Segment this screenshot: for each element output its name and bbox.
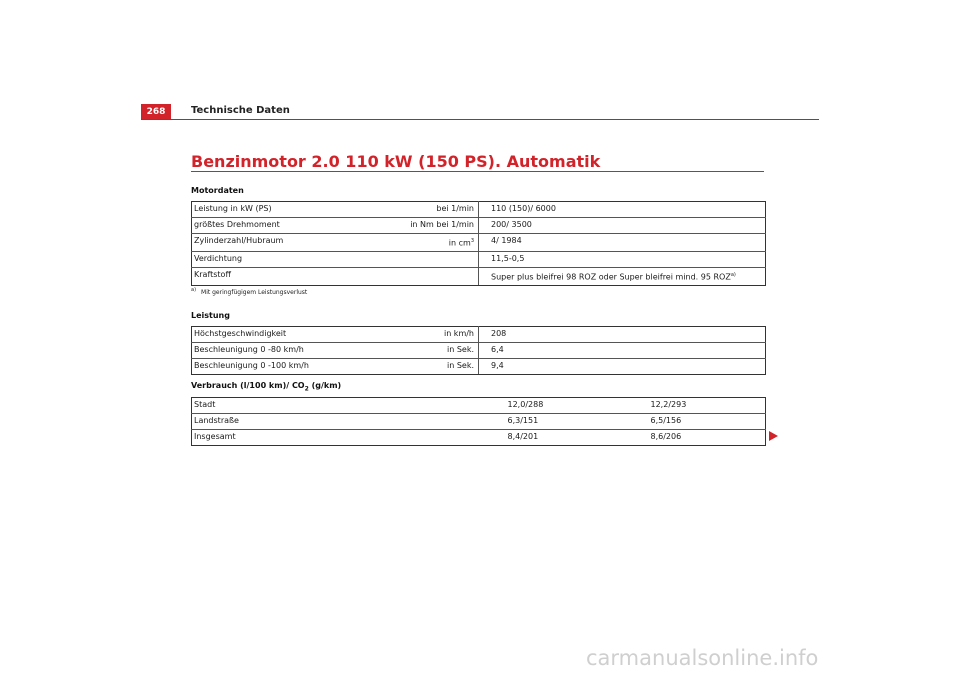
row-unit: in Sek. (344, 359, 479, 375)
row-value-2: 8,6/206 (649, 430, 766, 446)
row-value: 9,4 (479, 359, 766, 375)
table-row (192, 251, 766, 267)
verbrauch-heading: Verbrauch (l/100 km)/ $CO_2$ (g/km) (191, 381, 342, 393)
verbrauch-table (191, 397, 766, 446)
row-value: 4/ 1984 (479, 234, 766, 252)
leistung-table (191, 326, 766, 375)
row-label: Beschleunigung 0 -80 km/h (192, 343, 344, 359)
row-label: Insgesamt (192, 430, 506, 446)
row-value-1: 6,3/151 (506, 414, 649, 430)
table-row (192, 398, 766, 414)
row-unit: in Nm bei 1/min (344, 218, 479, 234)
table-row (192, 343, 766, 359)
row-value: 110 (150)/ 6000 (479, 202, 766, 218)
header-divider (141, 119, 819, 120)
page-number-badge: 268 (141, 104, 171, 119)
row-value: 200/ 3500 (479, 218, 766, 234)
row-unit (344, 267, 479, 285)
table-row (192, 414, 766, 430)
row-label: Kraftstoff (192, 267, 344, 285)
row-value: 208 (479, 327, 766, 343)
row-label: Stadt (192, 398, 506, 414)
row-value-2: 12,2/293 (649, 398, 766, 414)
row-value: 11,5-0,5 (479, 251, 766, 267)
row-label: Höchstgeschwindigkeit (192, 327, 344, 343)
section-title: Technische Daten (191, 105, 290, 116)
table-row (192, 202, 766, 218)
table-row (192, 267, 766, 285)
title-divider (191, 171, 764, 172)
next-page-arrow-icon (769, 431, 778, 441)
row-label: größtes Drehmoment (192, 218, 344, 234)
row-unit: bei 1/min (344, 202, 479, 218)
table-row (192, 218, 766, 234)
table-row (192, 430, 766, 446)
row-unit: in km/h (344, 327, 479, 343)
table-row (192, 327, 766, 343)
row-value: Super plus bleifrei 98 ROZ oder Super bleifrei mind. 95 ROZ$^{a)}$ (479, 267, 766, 285)
motordaten-heading: Motordaten (191, 186, 244, 195)
leistung-heading: Leistung (191, 311, 230, 320)
watermark-text: carmanualsonline.info (586, 646, 819, 670)
row-unit: in Sek. (344, 343, 479, 359)
row-value-2: 6,5/156 (649, 414, 766, 430)
row-label: Zylinderzahl/Hubraum (192, 234, 344, 252)
footnote: $^{a)}$ Mit geringfügigem Leistungsverlust (191, 287, 308, 296)
row-value-1: 8,4/201 (506, 430, 649, 446)
row-label: Verdichtung (192, 251, 344, 267)
row-unit (344, 251, 479, 267)
row-value: 6,4 (479, 343, 766, 359)
row-value-1: 12,0/288 (506, 398, 649, 414)
row-label: Landstraße (192, 414, 506, 430)
table-row (192, 234, 766, 252)
row-label: Leistung in kW (PS) (192, 202, 344, 218)
page-title: Benzinmotor 2.0 110 kW (150 PS). Automatik (191, 152, 601, 171)
table-row (192, 359, 766, 375)
motordaten-table (191, 201, 766, 286)
row-label: Beschleunigung 0 -100 km/h (192, 359, 344, 375)
row-unit: in $cm^3$ (344, 234, 479, 252)
